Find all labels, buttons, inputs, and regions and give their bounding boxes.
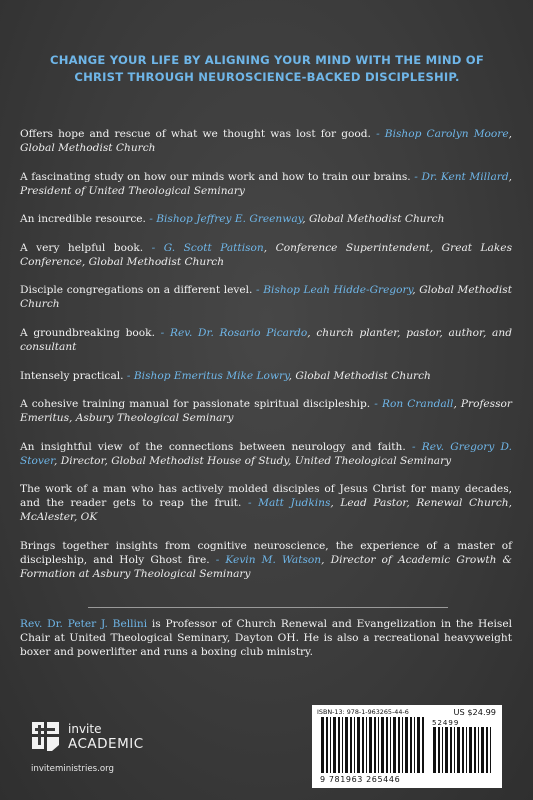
endorsement-affiliation: , Global Methodist Church (20, 128, 513, 154)
publisher-url: inviteministries.org (31, 764, 114, 774)
publisher-logo (30, 720, 200, 780)
endorsement-separator: - (370, 398, 382, 411)
divider (88, 607, 448, 608)
endorsement-affiliation: , church planter, pastor, author, and consultant (20, 326, 512, 353)
endorsement-separator: - (405, 440, 422, 453)
endorsement-separator: - (410, 170, 422, 183)
endorsement-text: Disciple congregations on a different level. (20, 284, 253, 297)
endorsement-text: A very helpful book. (20, 241, 144, 254)
endorsement-text: Offers hope and rescue of what we thought was lost for good. (20, 128, 371, 140)
endorsement (20, 170, 512, 198)
endorsement-separator: - (123, 369, 134, 382)
endorsement-text: An insightful view of the connections between neurology and faith. (20, 440, 406, 453)
invite-logo-icon (30, 720, 62, 754)
isbn-label: ISBN-13: 978-1-963265-44-6 (317, 708, 409, 716)
endorsement-separator: - (143, 241, 164, 254)
endorsement-affiliation: , Director, Global Methodist House of Study, United Theological Seminary (54, 454, 452, 467)
endorsement-affiliation: , Lead Pastor, Renewal Church, McAlester, OK (20, 497, 512, 524)
endorsement-author: Bishop Leah Hidde-Gregory (263, 284, 413, 297)
endorsement-author: Rev. Gregory D. Stover (20, 440, 512, 467)
endorsement-text: Intensely practical. (20, 369, 124, 382)
endorsement-author: Rev. Dr. Rosario Picardo (169, 326, 308, 339)
endorsement-author: Kevin M. Watson (225, 553, 322, 566)
endorsement-affiliation: , Conference Superintendent, Great Lakes Conference, Global Methodist Church (20, 241, 513, 268)
author-bio (20, 617, 512, 659)
endorsement-affiliation: , Global Methodist Church (20, 284, 512, 311)
addon-code: 52499 (432, 719, 460, 727)
endorsement (20, 539, 512, 581)
isbn-barcode (320, 717, 428, 773)
endorsement (20, 369, 512, 383)
endorsement-affiliation: , Global Methodist Church (288, 369, 431, 382)
endorsement-text: A fascinating study on how our minds work and how to train our brains. (20, 170, 411, 183)
publisher-name-line1: invite (68, 722, 102, 736)
endorsement-author: Bishop Carolyn Moore (384, 128, 509, 140)
endorsement-separator: - (145, 213, 157, 226)
endorsement-text: Brings together insights from cognitive neuroscience, the experience of a master of discipleship, and Holy Ghost fire. (20, 539, 512, 566)
endorsement-list (20, 127, 512, 596)
endorsement-separator: - (370, 128, 385, 140)
endorsement (20, 241, 512, 269)
endorsement (20, 212, 512, 226)
endorsement-separator: - (252, 284, 264, 297)
endorsement (20, 397, 512, 425)
barcode-number: 9 781963 265446 (320, 775, 401, 784)
endorsement-author: Ron Crandall (381, 398, 454, 411)
endorsement-author: Bishop Emeritus Mike Lowry (133, 369, 289, 382)
endorsement-author: Bishop Jeffrey E. Greenway (156, 213, 303, 226)
author-name: Rev. Dr. Peter J. Bellini (20, 618, 148, 630)
endorsement (20, 326, 512, 354)
barcode-panel (312, 705, 502, 788)
endorsement-text: An incredible resource. (20, 213, 146, 226)
endorsement-separator: - (154, 326, 170, 339)
author-bio-text: is Professor of Church Renewal and Evangelization in the Heisel Chair at United Theological Seminary, Dayton OH. He is also a recreational heavyweight boxer and powerlifter and runs a boxing club ministry. (20, 618, 512, 658)
endorsement (20, 283, 512, 311)
endorsement-affiliation: , Director of Academic Growth & Formation at Asbury Theological Seminary (20, 553, 512, 580)
publisher-name-line2: ACADEMIC (68, 736, 144, 752)
endorsement-author: Dr. Kent Millard (421, 170, 509, 183)
endorsement (20, 127, 512, 155)
endorsement-separator: - (209, 553, 226, 566)
headline: CHANGE YOUR LIFE BY ALIGNING YOUR MIND WITH THE MIND OF CHRIST THROUGH NEUROSCIENCE-BACKED DISCIPLESHIP. (50, 53, 484, 84)
endorsement-author: G. Scott Pattison (163, 241, 264, 254)
endorsement-text: A cohesive training manual for passionate spiritual discipleship. (20, 398, 371, 411)
endorsement-separator: - (241, 497, 259, 510)
endorsement (20, 482, 512, 524)
endorsement-author: Matt Judkins (258, 497, 331, 510)
endorsement-affiliation: , Global Methodist Church (302, 213, 445, 226)
endorsement (20, 440, 512, 468)
endorsement-text: A groundbreaking book. (20, 326, 155, 339)
endorsement-text: The work of a man who has actively molded disciples of Jesus Christ for many decades, and the reader gets to reap the fruit. (20, 483, 512, 510)
endorsement-affiliation: , Professor Emeritus, Asbury Theological Seminary (20, 398, 512, 425)
endorsement-affiliation: , President of United Theological Seminary (20, 170, 512, 197)
price-addon-barcode (432, 727, 494, 773)
price-label: US $24.99 (453, 707, 496, 717)
